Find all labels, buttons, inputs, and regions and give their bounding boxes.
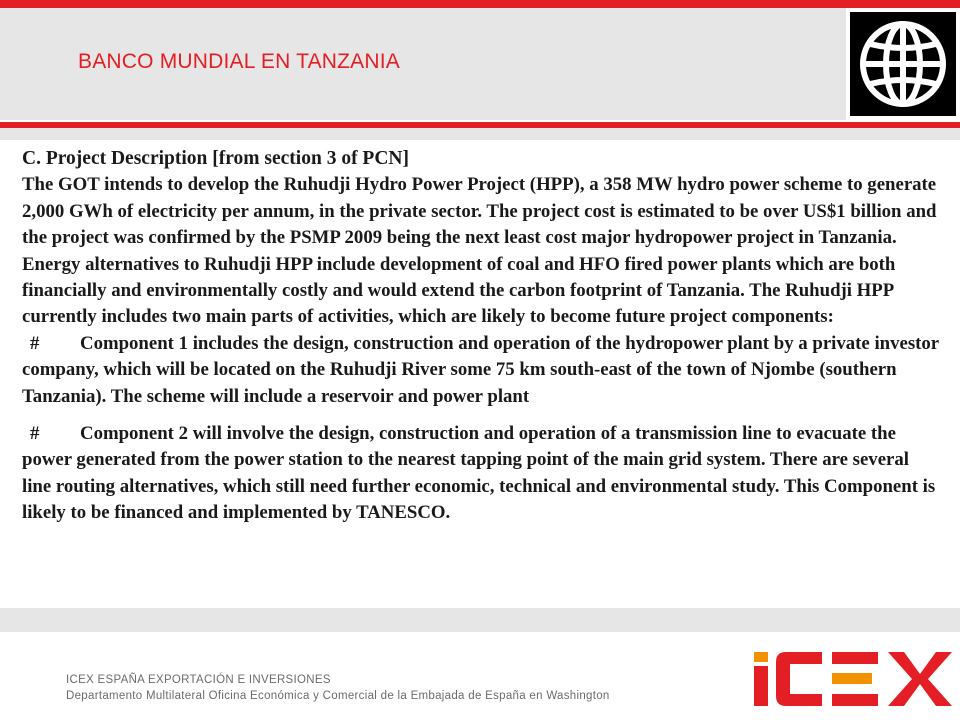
top-accent-bar [0, 0, 960, 8]
component-2-text: Component 2 will involve the design, construction and operation of a transmission line to evacuate the power generated from the power station to the nearest tapping point of the main grid system. There are several line routing alternatives, which still need further economic, technical and environmental study. This Component is likely to be financed and implemented by TANESCO. [22, 423, 936, 524]
footer-band [0, 608, 960, 632]
world-bank-globe-icon [850, 12, 956, 116]
bullet-mark: # [30, 332, 40, 354]
slide-title: BANCO MUNDIAL EN TANZANIA [78, 50, 400, 73]
document-excerpt [0, 140, 960, 609]
header-band [0, 8, 846, 120]
icex-logo [752, 648, 956, 708]
footer-organization: ICEX ESPAÑA EXPORTACIÓN E INVERSIONES [66, 674, 331, 686]
document-text [22, 146, 942, 527]
component-1-item [22, 331, 942, 410]
section-heading: C. Project Description [from section 3 of PCN] [22, 148, 410, 169]
project-description-paragraph: The GOT intends to develop the Ruhudji Hydro Power Project (HPP), a 358 MW hydro power scheme to generate 2,000 GWh of electricity per annum, in the private sector. The project cost is estimated to be over US$1 billion and the project was confirmed by the PSMP 2009 being the next least cost major hydropower project in Tanzania. Energy alternatives to Ruhudji HPP include development of coal and HFO fired power plants which are both financially and environmentally costly and would extend the carbon footprint of Tanzania. The Ruhudji HPP currently includes two main parts of activities, which are likely to become future project components: [22, 174, 937, 328]
header-under-band [0, 128, 960, 140]
component-2-item [22, 421, 942, 527]
component-1-text: Component 1 includes the design, construction and operation of the hydropower plant by a private investor company, which will be located on the Ruhudji River some 75 km south-east of the town of Njombe (southern Tanzania). The scheme will include a reservoir and power plant [22, 332, 939, 407]
footer-department: Departamento Multilateral Oficina Económica y Comercial de la Embajada de España en Washington [66, 690, 610, 702]
bullet-mark: # [30, 423, 40, 445]
world-bank-logo [846, 8, 960, 138]
